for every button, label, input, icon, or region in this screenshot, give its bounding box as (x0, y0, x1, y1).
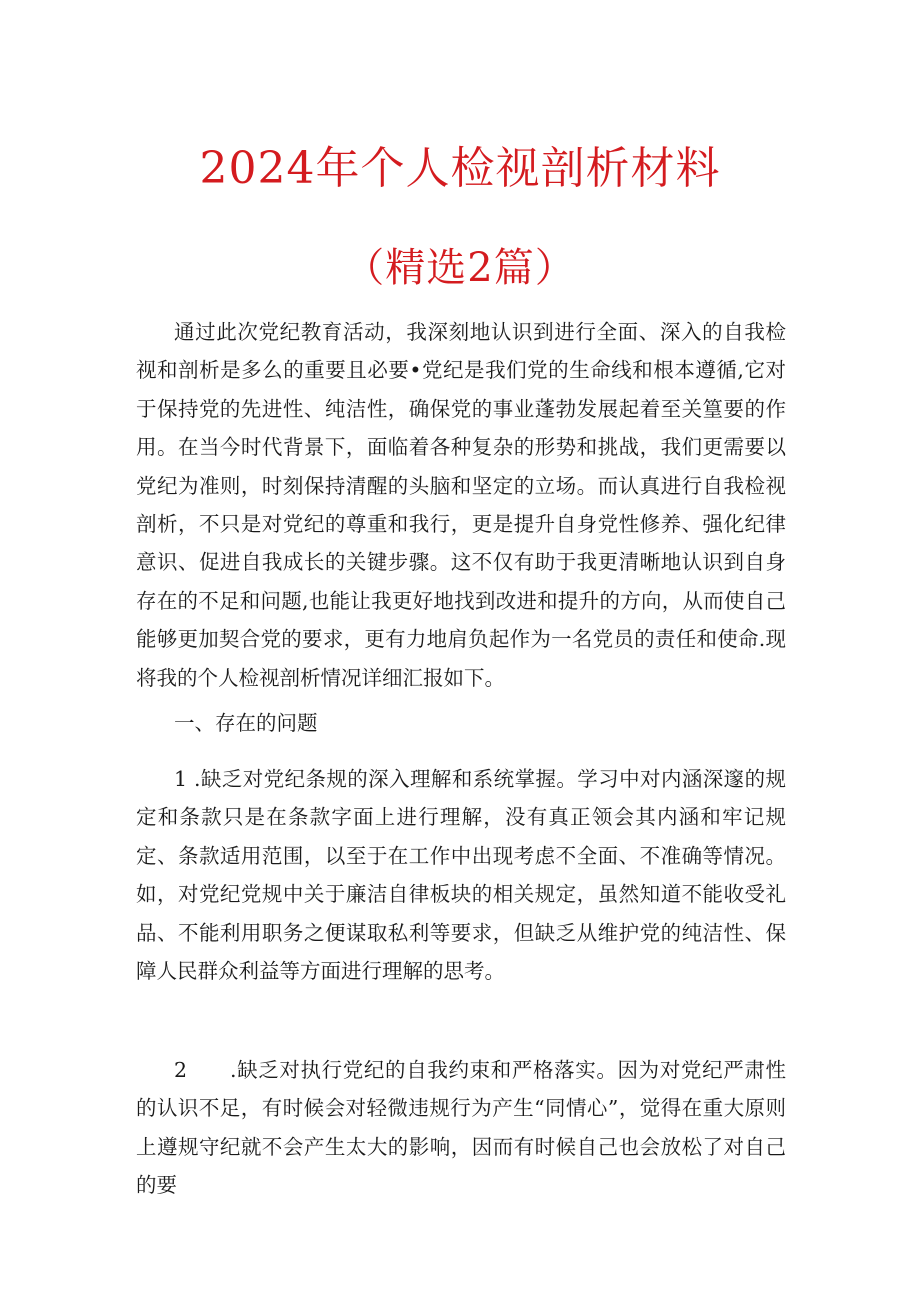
problem-item-1: 1 .缺乏对党纪条规的深入理解和系统掌握。学习中对内涵深邃的规定和条款只是在条款字面上进行理解，没有真正领会其内涵和牢记规定、条款适用范围，以至于在工作中出现考虑不全面、不准确等情况。如，对党纪党规中关于廉洁自律板块的相关规定，虽然知道不能收受礼品、不能利用职务之便谋取私利等要求，但缺乏从维护党的纯洁性、保障人民群众利益等方面进行理解的思考。 (136, 767, 786, 984)
intro-paragraph: 通过此次党纪教育活动，我深刻地认识到进行全面、深入的自我检视和剖析是多么的重要且必要•党纪是我们党的生命线和根本遵循,它对于保持党的先进性、纯洁性，确保党的事业蓬勃发展起着至关篁要的作用。在当今时代背景下，面临着各种复杂的形势和挑战，我们更需要以党纪为准则，时刻保持清醒的头脑和坚定的立场。而认真进行自我检视剖析，不只是对党纪的尊重和我行，更是提升自身党性修养、强化纪律意识、促进自我成长的关键步骤。这不仅有助于我更清晰地认识到自身存在的不足和问题,也能让我更好地找到改进和提升的方向，从而使自己能够更加契合党的要求，更有力地肩负起作为一名党员的责任和使命.现将我的个人检视剖析情况详细汇报如下。 (136, 320, 786, 690)
document-title: 2024年个人检视剖析材料 (199, 143, 721, 194)
section-heading: 一、存在的问题 (174, 711, 318, 735)
problem-item-2: 2 .缺乏对执行党纪的自我约束和严格落实。因为对党纪严肃性的认识不足，有时候会对轻微违规行为产生“同情心”，觉得在重大原则上遵规守纪就不会产生太大的影响，因而有时候自己也会放松了对自己的要 (136, 1058, 786, 1198)
document-subtitle: （精选2篇） (344, 245, 576, 291)
